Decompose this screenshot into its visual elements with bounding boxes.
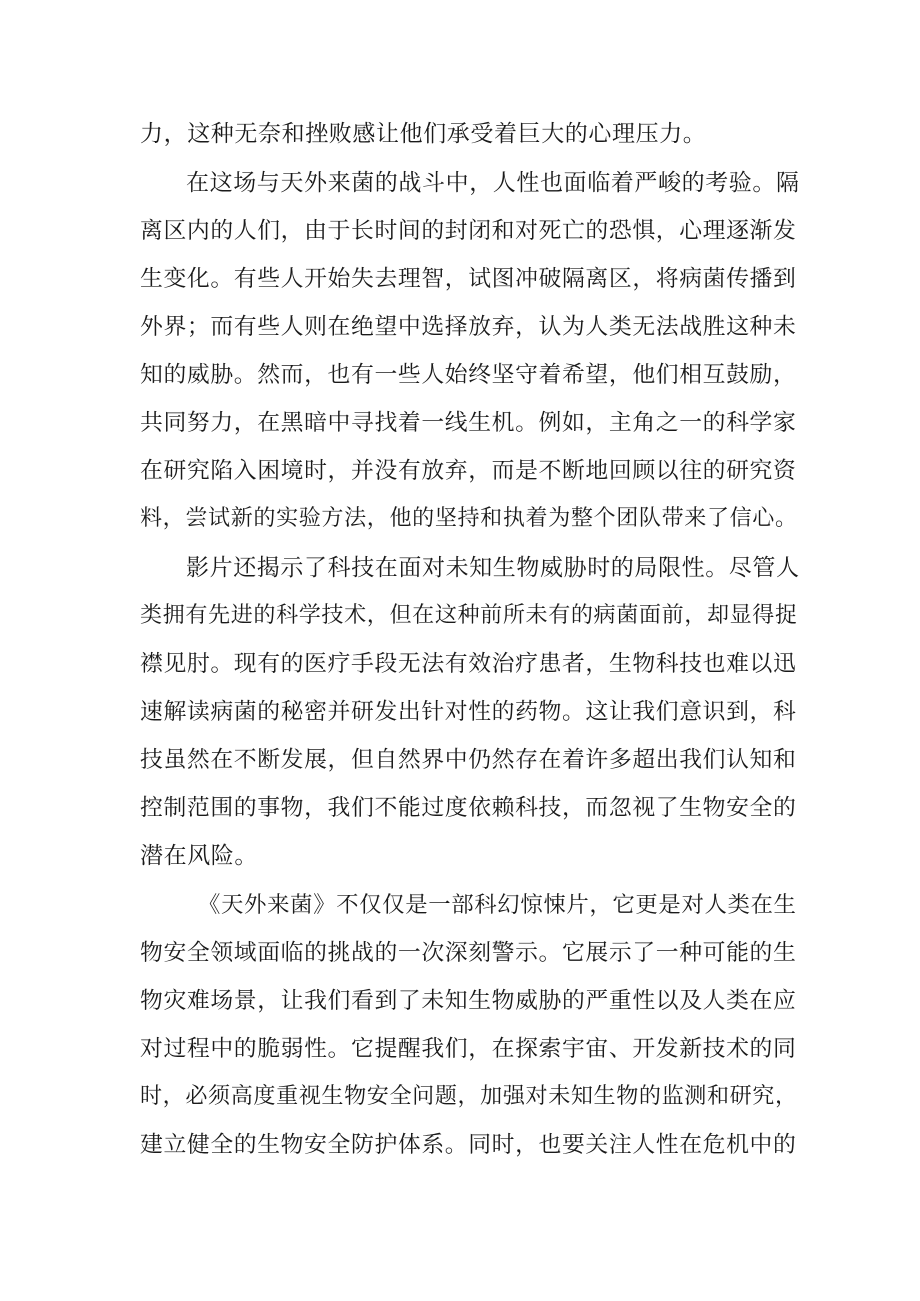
paragraph-line: 生变化。有些人开始失去理智，试图冲破隔离区，将病菌传播到 — [140, 266, 797, 292]
paragraph-line: 力，这种无奈和挫败感让他们承受着巨大的心理压力。 — [140, 121, 707, 147]
paragraph-line: 离区内的人们，由于长时间的封闭和对死亡的恐惧，心理逐渐发 — [140, 218, 797, 244]
paragraph-line: 物灾难场景，让我们看到了未知生物威胁的严重性以及人类在应 — [140, 988, 797, 1014]
paragraph-line: 在研究陷入困境时，并没有放弃，而是不断地回顾以往的研究资 — [140, 458, 797, 484]
paragraph-line: 技虽然在不断发展，但自然界中仍然存在着许多超出我们认知和 — [140, 747, 797, 773]
paragraph-line: 控制范围的事物，我们不能过度依赖科技，而忽视了生物安全的 — [140, 795, 797, 821]
paragraph-line: 类拥有先进的科学技术，但在这种前所未有的病菌面前，却显得捉 — [140, 603, 798, 628]
paragraph-line: 料，尝试新的实验方法，他的坚持和执着为整个团队带来了信心。 — [140, 506, 798, 531]
paragraph-line: 时，必须高度重视生物安全问题，加强对未知生物的监测和研究， — [140, 1084, 798, 1109]
paragraph-line: 建立健全的生物安全防护体系。同时，也要关注人性在危机中的 — [140, 1132, 797, 1158]
paragraph-line: 外界；而有些人则在绝望中选择放弃，认为人类无法战胜这种未 — [140, 314, 797, 340]
paragraph-line: 物安全领域面临的挑战的一次深刻警示。它展示了一种可能的生 — [140, 940, 797, 966]
paragraph-line: 速解读病菌的秘密并研发出针对性的药物。这让我们意识到，科 — [140, 699, 797, 725]
paragraph-line: 知的威胁。然而，也有一些人始终坚守着希望，他们相互鼓励， — [140, 362, 797, 388]
paragraph-line: 襟见肘。现有的医疗手段无法有效治疗患者，生物科技也难以迅 — [140, 651, 797, 677]
paragraph-line: 潜在风险。 — [140, 843, 258, 869]
paragraph-line: 共同努力，在黑暗中寻找着一线生机。例如，主角之一的科学家 — [140, 410, 797, 436]
paragraph-line: 《天外来菌》不仅仅是一部科幻惊悚片，它更是对人类在生 — [198, 892, 797, 918]
paragraph-line: 对过程中的脆弱性。它提醒我们，在探索宇宙、开发新技术的同 — [140, 1036, 797, 1062]
paragraph-line: 在这场与天外来菌的战斗中，人性也面临着严峻的考验。隔 — [186, 170, 800, 196]
paragraph-line: 影片还揭示了科技在面对未知生物威胁时的局限性。尽管人 — [186, 555, 800, 581]
